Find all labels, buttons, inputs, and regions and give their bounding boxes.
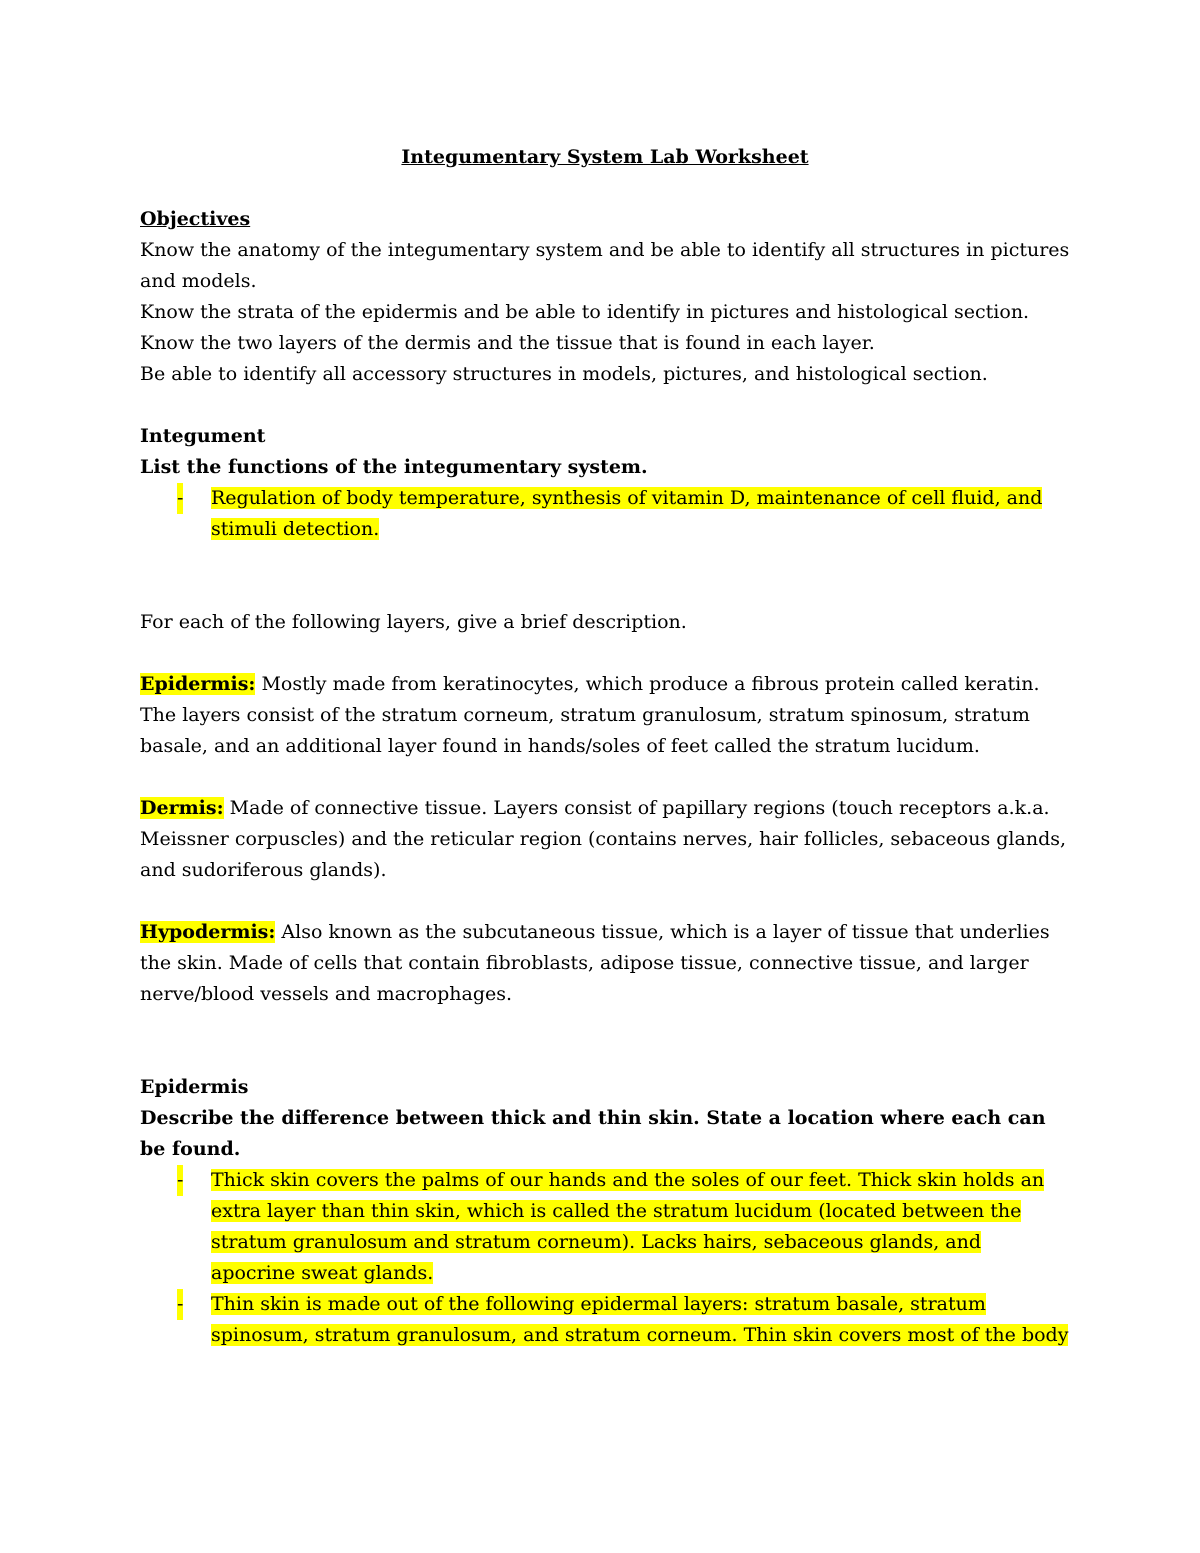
answer-text: Regulation of body temperature, synthesis of vitamin D, maintenance of cell fluid, and stimuli detection. — [211, 487, 1043, 540]
bullet-dash: - — [177, 1165, 183, 1196]
layer-epidermis — [140, 669, 1070, 762]
layer-description: Made of connective tissue. Layers consist of papillary regions (touch receptors a.k.a. Meissner corpuscles) and the reticular region (contains nerves, hair follicles, sebaceous glands, and sudoriferous glands). — [140, 797, 1067, 881]
bullet-dash: - — [177, 1289, 183, 1320]
layer-hypodermis — [140, 917, 1070, 1010]
integument-heading: Integument — [140, 425, 266, 447]
layer-term: Hypodermis: — [140, 921, 276, 943]
objective-line: Know the strata of the epidermis and be able to identify in pictures and histological section. — [140, 301, 1030, 323]
document-title: Integumentary System Lab Worksheet — [401, 146, 809, 168]
bullet-dash: - — [177, 483, 183, 514]
objective-line: Be able to identify all accessory structures in models, pictures, and histological section. — [140, 363, 988, 385]
answer-text: Thin skin is made out of the following epidermal layers: stratum basale, stratum spinosum, stratum granulosum, and stratum corneum. Thin skin covers most of the body — [211, 1293, 1069, 1346]
answer-text: Thick skin covers the palms of our hands and the soles of our feet. Thick skin holds an extra layer than thin skin, which is called the stratum lucidum (located between the stratum granulosum and stratum corneum). Lacks hairs, sebaceous glands, and apocrine sweat glands. — [211, 1169, 1045, 1284]
integument-answer — [140, 483, 1070, 545]
integument-question: List the functions of the integumentary system. — [140, 456, 648, 478]
layer-description: Mostly made from keratinocytes, which produce a fibrous protein called keratin. The layers consist of the stratum corneum, stratum granulosum, stratum spinosum, stratum basale, and an additional layer found in hands/soles of feet called the stratum lucidum. — [140, 673, 1040, 757]
layer-description: Also known as the subcutaneous tissue, which is a layer of tissue that underlies the skin. Made of cells that contain fibroblasts, adipose tissue, connective tissue, and larger nerve/blood vessels and macrophages. — [140, 921, 1050, 1005]
document-body — [140, 142, 1070, 1351]
epidermis-answer-thin — [140, 1289, 1070, 1351]
layer-term: Dermis: — [140, 797, 224, 819]
objective-line: Know the two layers of the dermis and the tissue that is found in each layer. — [140, 332, 875, 354]
objectives-heading: Objectives — [140, 208, 251, 230]
layer-term: Epidermis: — [140, 673, 256, 695]
objective-line: Know the anatomy of the integumentary system and be able to identify all structures in pictures and models. — [140, 239, 1070, 292]
epidermis-question: Describe the difference between thick and thin skin. State a location where each can be found. — [140, 1107, 1046, 1160]
epidermis-heading: Epidermis — [140, 1076, 249, 1098]
layer-dermis — [140, 793, 1070, 886]
layers-intro: For each of the following layers, give a brief description. — [140, 611, 687, 633]
epidermis-answer-thick — [140, 1165, 1070, 1289]
